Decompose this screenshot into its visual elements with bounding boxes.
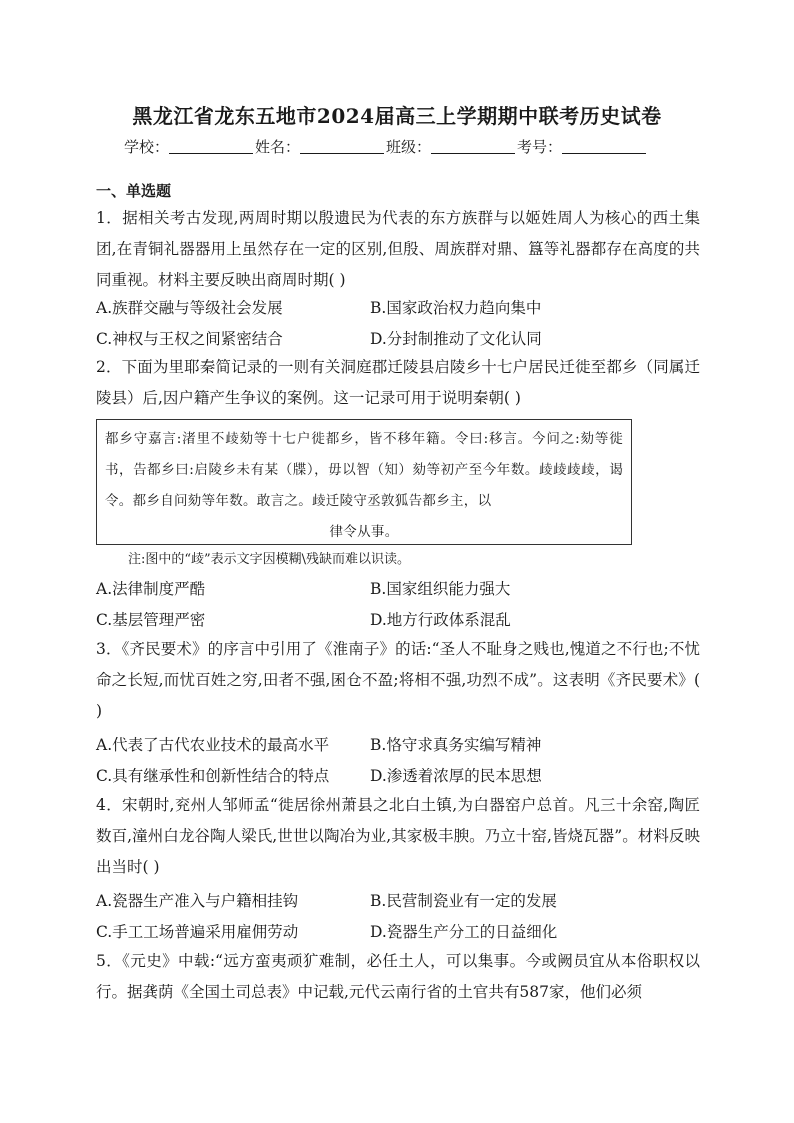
bamboo-slip-text: 都乡守嘉言:渚里不𣥻劾等十七户徙都乡，皆不移年籍。令曰:移言。今问之:劾等徙书，告都乡曰:启陵乡未有某（牒），毋以智（知）劾等初产至今年数。𣥻𣥻𣥻𣥻，谒令。都乡自问劾等年数。敢言之。𣥻迁陵守丞敦狐告都乡主，以	[105, 431, 623, 509]
question-1-option-c[interactable]: C.神权与王权之间紧密结合	[96, 330, 283, 348]
question-2-options-row-2	[96, 608, 700, 632]
question-2-stem: 2．下面为里耶秦简记录的一则有关洞庭郡迁陵县启陵乡十七户居民迁徙至都乡（同属迁陵县）后,因户籍产生争议的案例。这一记录可用于说明秦朝( )	[96, 358, 700, 407]
question-2-option-d[interactable]: D.地方行政体系混乱	[370, 611, 511, 629]
question-4-option-d[interactable]: D.瓷器生产分工的日益细化	[370, 923, 558, 941]
class-label: 班级：	[386, 138, 432, 156]
question-2-option-b[interactable]: B.国家组织能力强大	[370, 580, 511, 598]
question-4-option-c[interactable]: C.手工工场普遍采用雇佣劳动	[96, 923, 299, 941]
question-1-stem: 1．据相关考古发现,两周时期以殷遗民为代表的东方族群与以姬姓周人为核心的西土集团,在青铜礼器器用上虽然存在一定的区别,但殷、周族群对鼎、簋等礼器都存在高度的共同重视。材料主要反映出商周时期( )	[96, 209, 700, 289]
name-blank[interactable]	[300, 139, 384, 154]
question-1-option-b[interactable]: B.国家政治权力趋向集中	[370, 299, 542, 317]
question-3-option-a[interactable]: A.代表了古代农业技术的最高水平	[96, 736, 330, 754]
question-1-option-a[interactable]: A.族群交融与等级社会发展	[96, 299, 283, 317]
question-3-options-row-1	[96, 733, 700, 757]
question-3-option-b[interactable]: B.恪守求真务实编写精神	[370, 736, 542, 754]
question-3-option-c[interactable]: C.具有继承性和创新性结合的特点	[96, 767, 330, 785]
class-blank[interactable]	[431, 139, 515, 154]
student-info-row	[124, 136, 684, 157]
question-4-option-b[interactable]: B.民营制瓷业有一定的发展	[370, 892, 557, 910]
bamboo-slip-note: 注:图中的“𣥻”表示文字因模糊\残缺而难以识读。	[128, 552, 411, 567]
bamboo-slip-last-line: 律令从事。	[329, 524, 399, 540]
question-1-options-row-2	[96, 327, 700, 351]
question-3-stem: 3．《齐民要术》的序言中引用了《淮南子》的话:“圣人不耻身之贱也,愧道之不行也;不忧命之长短,而忧百姓之穷,田者不强,囷仓不盈;将相不强,功烈不成”。这表明《齐民要术》( )	[96, 640, 700, 720]
question-3-option-d[interactable]: D.渗透着浓厚的民本思想	[370, 767, 542, 785]
name-label: 姓名：	[255, 138, 301, 156]
question-2-option-c[interactable]: C.基层管理严密	[96, 611, 206, 629]
exam-title: 黑龙江省龙东五地市2024届高三上学期期中联考历史试卷	[132, 104, 662, 128]
question-2-option-a[interactable]: A.法律制度严酷	[96, 580, 206, 598]
question-2-options-row-1	[96, 577, 700, 601]
question-5-stem: 5．《元史》中载:“远方蛮夷顽犷难制，必任土人，可以集事。今或阙员宜从本俗职权以行。据龚荫《全国土司总表》中记载,元代云南行省的土官共有587家，他们必须	[96, 952, 700, 1001]
school-blank[interactable]	[169, 139, 253, 154]
question-3-options-row-2	[96, 764, 700, 788]
question-1-option-d[interactable]: D.分封制推动了文化认同	[370, 330, 542, 348]
question-4-options-row-2	[96, 920, 700, 944]
section-title: 一、单选题	[96, 182, 172, 200]
bamboo-slip-quote-box	[96, 419, 632, 545]
question-4-stem: 4．宋朝时,兖州人邹师孟“徙居徐州萧县之北白土镇,为白器窑户总首。凡三十余窑,陶匠数百,潼州白龙谷陶人梁氏,世世以陶冶为业,其家极丰腴。乃立十窑,皆烧瓦器”。材料反映出当时( )	[96, 796, 700, 876]
question-1-options-row-1	[96, 296, 700, 320]
school-label: 学校：	[124, 138, 170, 156]
question-4-options-row-1	[96, 889, 700, 913]
number-blank[interactable]	[562, 139, 646, 154]
question-4-option-a[interactable]: A.瓷器生产准入与户籍相挂钩	[96, 892, 299, 910]
number-label: 考号：	[517, 138, 563, 156]
